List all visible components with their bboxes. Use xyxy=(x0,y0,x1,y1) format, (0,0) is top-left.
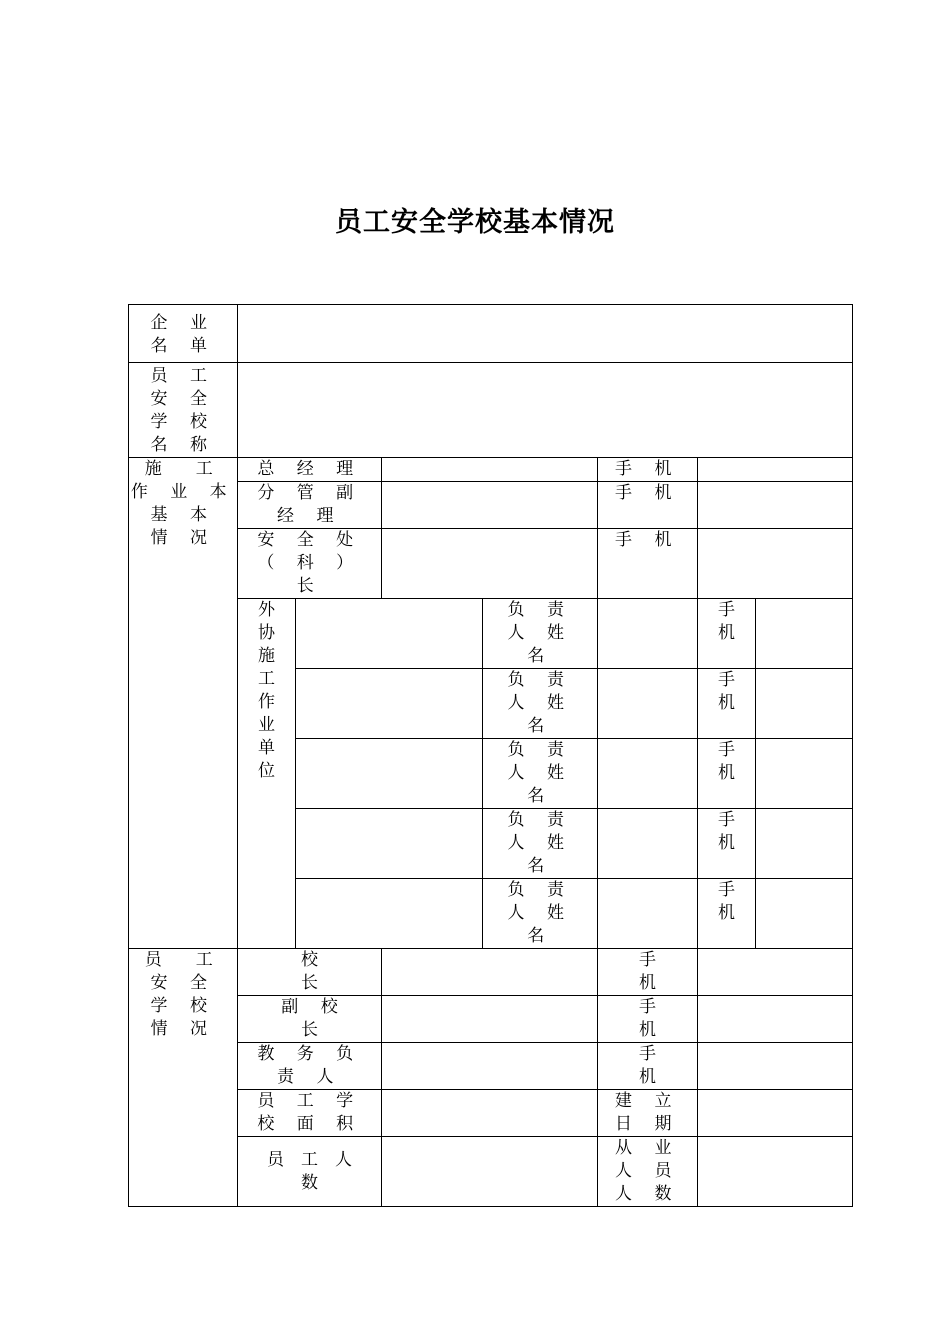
dean-label: 教 务 负 责 人 xyxy=(238,1043,382,1090)
outsource-head-value[interactable] xyxy=(598,879,698,949)
school-name-value[interactable] xyxy=(238,363,853,458)
gm-phone-value[interactable] xyxy=(698,458,853,482)
company-value[interactable] xyxy=(238,305,853,363)
outsource-phone-value[interactable] xyxy=(756,669,853,739)
outsource-phone-label: 手 机 xyxy=(698,739,756,809)
outsource-row xyxy=(129,599,853,669)
principal-phone-label: 手 机 xyxy=(598,949,698,996)
outsource-phone-value[interactable] xyxy=(756,879,853,949)
school-name-row xyxy=(129,363,853,458)
outsource-phone-label: 手 机 xyxy=(698,599,756,669)
company-label: 企 业 名 单 xyxy=(129,305,238,363)
school-name-label: 员 工 安 全 学 校 名 称 xyxy=(129,363,238,458)
principal-phone-value[interactable] xyxy=(698,949,853,996)
safety-chief-value[interactable] xyxy=(382,529,598,599)
outsource-head-value[interactable] xyxy=(598,739,698,809)
outsource-phone-value[interactable] xyxy=(756,809,853,879)
dean-row xyxy=(129,1043,853,1090)
safety-chief-label: 安 全 处 （ 科 ） 长 xyxy=(238,529,382,599)
safety-chief-phone-label: 手 机 xyxy=(598,529,698,599)
vice-principal-phone-label: 手 机 xyxy=(598,996,698,1043)
outsource-head-value[interactable] xyxy=(598,809,698,879)
outsource-unit-value[interactable] xyxy=(296,739,483,809)
deputy-gm-phone-value[interactable] xyxy=(698,482,853,529)
outsource-phone-label: 手 机 xyxy=(698,879,756,949)
founded-date-value[interactable] xyxy=(698,1090,853,1137)
outsource-phone-label: 手 机 xyxy=(698,809,756,879)
outsource-unit-value[interactable] xyxy=(296,599,483,669)
outsource-phone-value[interactable] xyxy=(756,599,853,669)
school-section-label: 员 工 安 全 学 校 情 况 xyxy=(129,949,238,1207)
vice-principal-row xyxy=(129,996,853,1043)
deputy-gm-phone-label: 手 机 xyxy=(598,482,698,529)
outsource-head-value[interactable] xyxy=(598,669,698,739)
dean-value[interactable] xyxy=(382,1043,598,1090)
founded-date-label: 建 立 日 期 xyxy=(598,1090,698,1137)
school-area-row xyxy=(129,1090,853,1137)
safety-chief-row xyxy=(129,529,853,599)
vice-principal-phone-value[interactable] xyxy=(698,996,853,1043)
outsource-head-label: 负 责 人 姓 名 xyxy=(483,599,598,669)
outsource-head-label: 负 责 人 姓 名 xyxy=(483,739,598,809)
dean-phone-label: 手 机 xyxy=(598,1043,698,1090)
outsource-head-value[interactable] xyxy=(598,599,698,669)
practitioner-count-label: 从 业 人 员 人 数 xyxy=(598,1137,698,1207)
principal-row xyxy=(129,949,853,996)
gm-phone-label: 手 机 xyxy=(598,458,698,482)
staff-count-label: 员 工 人 数 xyxy=(238,1137,382,1207)
principal-value[interactable] xyxy=(382,949,598,996)
outsource-phone-label: 手 机 xyxy=(698,669,756,739)
gm-value[interactable] xyxy=(382,458,598,482)
page-title: 员工安全学校基本情况 xyxy=(335,207,615,238)
principal-label: 校 长 xyxy=(238,949,382,996)
vice-principal-value[interactable] xyxy=(382,996,598,1043)
outsource-unit-value[interactable] xyxy=(296,669,483,739)
vice-principal-label: 副 校 长 xyxy=(238,996,382,1043)
staff-count-value[interactable] xyxy=(382,1137,598,1207)
staff-count-row xyxy=(129,1137,853,1207)
deputy-gm-row xyxy=(129,482,853,529)
outsource-unit-value[interactable] xyxy=(296,809,483,879)
gm-label: 总 经 理 xyxy=(238,458,382,482)
outsource-head-label: 负 责 人 姓 名 xyxy=(483,669,598,739)
school-area-value[interactable] xyxy=(382,1090,598,1137)
dean-phone-value[interactable] xyxy=(698,1043,853,1090)
school-area-label: 员 工 学 校 面 积 xyxy=(238,1090,382,1137)
deputy-gm-value[interactable] xyxy=(382,482,598,529)
outsource-head-label: 负 责 人 姓 名 xyxy=(483,809,598,879)
practitioner-count-value[interactable] xyxy=(698,1137,853,1207)
outsource-phone-value[interactable] xyxy=(756,739,853,809)
deputy-gm-label: 分 管 副 经 理 xyxy=(238,482,382,529)
company-row xyxy=(129,305,853,363)
safety-chief-phone-value[interactable] xyxy=(698,529,853,599)
outsource-unit-value[interactable] xyxy=(296,879,483,949)
school-info-table xyxy=(128,304,853,1207)
gm-row xyxy=(129,458,853,482)
construction-section-label: 施 工 作 业 本 基 本 情 况 xyxy=(129,458,238,949)
outsource-label: 外协施工作业单位 xyxy=(238,599,296,949)
outsource-head-label: 负 责 人 姓 名 xyxy=(483,879,598,949)
